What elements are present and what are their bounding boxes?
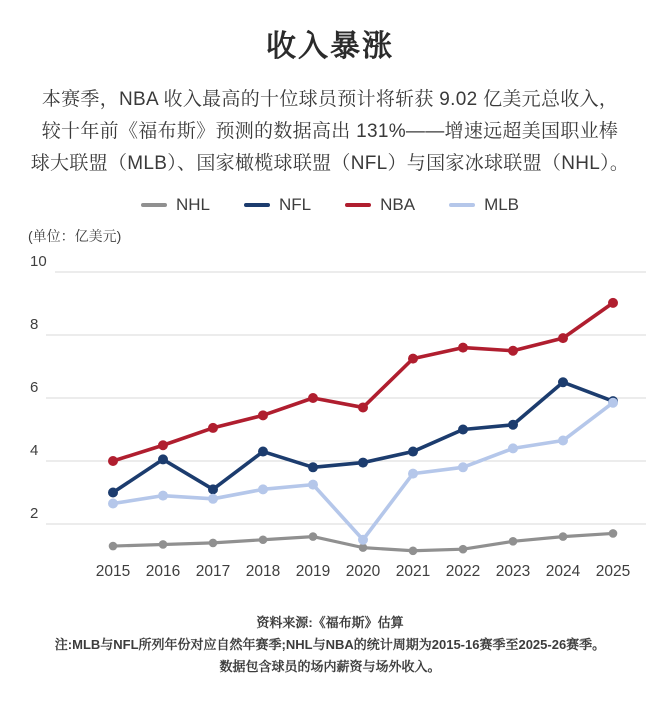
- point-NHL-2017: [209, 539, 218, 548]
- legend-swatch-mlb: [449, 203, 475, 207]
- intro-line-3: 球大联盟（MLB）、国家橄榄球联盟（NFL）与国家冰球联盟（NHL）。: [30, 153, 630, 174]
- note-line-2: 数据包含球员的场内薪资与场外收入。: [219, 659, 441, 674]
- legend-item-mlb: [449, 195, 519, 215]
- x-tick-2018: 2018: [245, 563, 281, 580]
- x-tick-2017: 2017: [195, 563, 231, 580]
- point-MLB-2022: [458, 462, 468, 472]
- unit-label: (单位：亿美元): [28, 228, 122, 244]
- point-MLB-2019: [308, 480, 318, 490]
- legend-item-nfl: [244, 195, 311, 215]
- point-NFL-2022: [458, 425, 468, 435]
- legend-label-nba: NBA: [380, 195, 416, 214]
- y-tick-8: 8: [30, 316, 39, 333]
- point-NBA-2022: [458, 343, 468, 353]
- x-tick-2022: 2022: [445, 563, 481, 580]
- point-NHL-2016: [159, 540, 168, 549]
- x-tick-2019: 2019: [295, 563, 331, 580]
- x-tick-2015: 2015: [95, 563, 131, 580]
- point-NHL-2022: [459, 545, 468, 554]
- legend-label-nfl: NFL: [278, 195, 312, 214]
- point-NBA-2020: [358, 402, 368, 412]
- x-tick-2020: 2020: [345, 563, 381, 580]
- y-tick-10: 10: [30, 253, 47, 270]
- x-tick-2023: 2023: [495, 563, 531, 580]
- point-NHL-2021: [409, 546, 418, 555]
- x-tick-2025: 2025: [595, 563, 631, 580]
- point-MLB-2021: [408, 469, 418, 479]
- point-NHL-2023: [509, 537, 518, 546]
- chart-footer: [0, 612, 660, 678]
- legend-label-mlb: MLB: [484, 195, 520, 214]
- legend-label-nhl: NHL: [175, 195, 210, 214]
- point-MLB-2018: [258, 484, 268, 494]
- point-NHL-2025: [609, 529, 618, 538]
- point-MLB-2025: [608, 398, 618, 408]
- x-tick-2021: 2021: [395, 563, 431, 580]
- note-line-1: 注:MLB与NFL所列年份对应自然年赛季;NHL与NBA的统计周期为2015-16赛季至2025-26赛季。: [54, 637, 606, 652]
- point-NHL-2015: [109, 542, 118, 551]
- point-NBA-2016: [158, 440, 168, 450]
- point-NFL-2016: [158, 454, 168, 464]
- intro-line-1: 本赛季，NBA 收入最高的十位球员预计将斩获 9.02 亿美元总收入，: [41, 89, 619, 110]
- point-MLB-2020: [358, 535, 368, 545]
- point-NFL-2019: [308, 462, 318, 472]
- legend-item-nba: [345, 195, 415, 215]
- point-MLB-2024: [558, 436, 568, 446]
- line-MLB: [113, 403, 613, 540]
- point-NBA-2018: [258, 410, 268, 420]
- point-MLB-2016: [158, 491, 168, 501]
- point-NHL-2018: [259, 535, 268, 544]
- point-NBA-2023: [508, 346, 518, 356]
- y-tick-6: 6: [30, 379, 39, 396]
- point-NHL-2019: [309, 532, 318, 541]
- legend-swatch-nba: [345, 203, 371, 207]
- y-tick-4: 4: [30, 442, 39, 459]
- legend-swatch-nfl: [244, 203, 270, 207]
- point-NFL-2024: [558, 377, 568, 387]
- revenue-line-chart: [0, 247, 660, 599]
- point-NFL-2018: [258, 447, 268, 457]
- y-tick-2: 2: [30, 505, 39, 522]
- point-NFL-2021: [408, 447, 418, 457]
- point-NBA-2015: [108, 456, 118, 466]
- point-NFL-2020: [358, 458, 368, 468]
- point-NBA-2021: [408, 354, 418, 364]
- point-NBA-2024: [558, 333, 568, 343]
- source-line: 资料来源:《福布斯》估算: [256, 615, 404, 630]
- point-NFL-2015: [108, 488, 118, 498]
- intro-line-2: 较十年前《福布斯》预测的数据高出 131%——增速远超美国职业棒: [41, 121, 619, 142]
- intro-paragraph: [0, 84, 660, 180]
- legend-swatch-nhl: [141, 203, 167, 207]
- point-NFL-2017: [208, 484, 218, 494]
- point-MLB-2017: [208, 494, 218, 504]
- point-NFL-2023: [508, 420, 518, 430]
- point-MLB-2023: [508, 443, 518, 453]
- legend-item-nhl: [141, 195, 210, 215]
- chart-legend: [0, 195, 660, 215]
- point-NBA-2017: [208, 423, 218, 433]
- page-title: 收入暴涨: [266, 30, 394, 63]
- x-tick-2024: 2024: [545, 563, 581, 580]
- point-NBA-2025: [608, 298, 618, 308]
- line-NBA: [113, 303, 613, 461]
- point-NHL-2024: [559, 532, 568, 541]
- x-tick-2016: 2016: [145, 563, 181, 580]
- point-NBA-2019: [308, 393, 318, 403]
- point-MLB-2015: [108, 499, 118, 509]
